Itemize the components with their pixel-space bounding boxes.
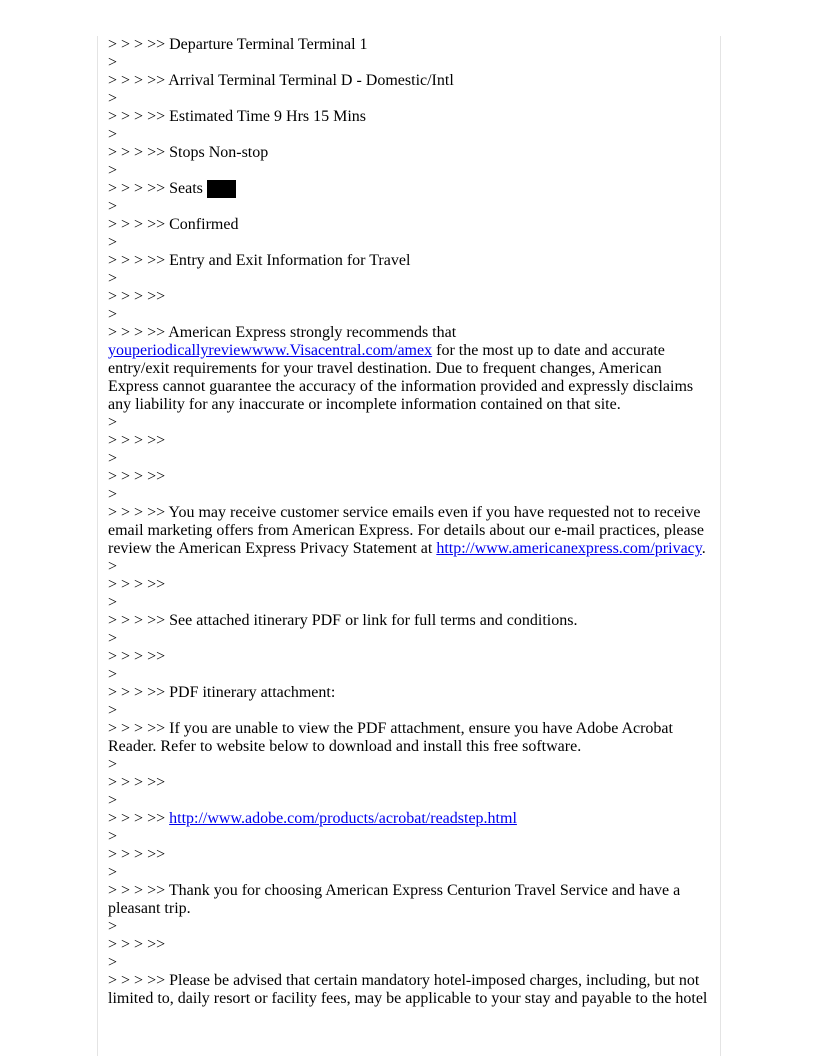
adobe-reader-paragraph: > > > >> If you are unable to view the PDF attachment, ensure you have Adobe Acrobat Reader. Refer to website below to download and install this free software. <box>108 720 673 755</box>
quote-line: > <box>108 666 118 683</box>
arrival-terminal-line: > > > >> Arrival Terminal Terminal D - Domestic/Intl <box>108 72 454 89</box>
quote-line: > <box>108 54 118 71</box>
quote-line: > <box>108 630 118 647</box>
email-practices-paragraph <box>108 504 708 558</box>
quote-line: > <box>108 954 118 971</box>
hotel-charges-paragraph: > > > >> Please be advised that certain mandatory hotel-imposed charges, including, but not limited to, daily resort or facility fees, may be applicable to your stay and payable to the hotel <box>108 972 708 1007</box>
seats-line <box>108 180 708 198</box>
quote-line: > <box>108 126 118 143</box>
email-body <box>108 36 708 1008</box>
seats-label: > > > >> Seats <box>108 180 203 197</box>
quote-line: > <box>108 864 118 881</box>
confirmed-line: > > > >> Confirmed <box>108 216 239 233</box>
quote-line: > <box>108 198 118 215</box>
privacy-link[interactable]: http://www.americanexpress.com/privacy <box>436 540 702 557</box>
visacentral-link[interactable]: youperiodicallyreviewwww.Visacentral.com/amex <box>108 342 433 359</box>
quote-line: > <box>108 594 118 611</box>
adobe-link-prefix: > > > >> <box>108 810 170 827</box>
quote-line: > <box>108 90 118 107</box>
adobe-link-line <box>108 810 708 828</box>
quote-line: > <box>108 918 118 935</box>
visa-recommendation-paragraph <box>108 324 708 414</box>
departure-terminal-line: > > > >> Departure Terminal Terminal 1 <box>108 36 368 53</box>
quote-line: > <box>108 702 118 719</box>
itinerary-terms-line: > > > >> See attached itinerary PDF or link for full terms and conditions. <box>108 612 578 629</box>
visa-text-start: > > > >> American Express strongly recommends that <box>108 324 457 341</box>
entry-exit-heading: > > > >> Entry and Exit Information for Travel <box>108 252 411 269</box>
quote-line: > <box>108 234 118 251</box>
quote-line: > <box>108 414 118 431</box>
visa-text-rest: for the most up to date and accurate entry/exit requirements for your travel destination. Due to frequent changes, American Express cannot guarantee the accuracy of the information provided and expressly disclaims any liability for any inaccurate or incomplete information contained on that site. <box>108 342 694 413</box>
quote-line: > > > >> <box>108 648 166 665</box>
quote-line: > <box>108 306 118 323</box>
quote-line: > <box>108 450 118 467</box>
quote-line: > <box>108 270 118 287</box>
email-practices-text: > > > >> You may receive customer service emails even if you have requested not to receive email marketing offers from American Express. For details about our e-mail practices, please review the American Express Privacy Statement at <box>108 504 704 557</box>
quote-line: > <box>108 756 118 773</box>
quote-line: > <box>108 828 118 845</box>
redaction-box <box>207 180 236 198</box>
quote-line: > <box>108 486 118 503</box>
pdf-attachment-line: > > > >> PDF itinerary attachment: <box>108 684 336 701</box>
quote-line: > > > >> <box>108 774 166 791</box>
quote-line: > <box>108 162 118 179</box>
thank-you-paragraph: > > > >> Thank you for choosing American Express Centurion Travel Service and have a pleasant trip. <box>108 882 681 917</box>
quote-line: > > > >> <box>108 468 166 485</box>
quote-line: > > > >> <box>108 936 166 953</box>
quote-line: > <box>108 792 118 809</box>
quote-line: > > > >> <box>108 846 166 863</box>
quote-line: > <box>108 558 118 575</box>
estimated-time-line: > > > >> Estimated Time 9 Hrs 15 Mins <box>108 108 367 125</box>
stops-line: > > > >> Stops Non-stop <box>108 144 269 161</box>
quote-line: > > > >> <box>108 576 166 593</box>
quote-line: > > > >> <box>108 288 166 305</box>
adobe-download-link[interactable]: http://www.adobe.com/products/acrobat/readstep.html <box>169 810 517 827</box>
quote-line: > > > >> <box>108 432 166 449</box>
email-practices-end: . <box>701 540 706 557</box>
